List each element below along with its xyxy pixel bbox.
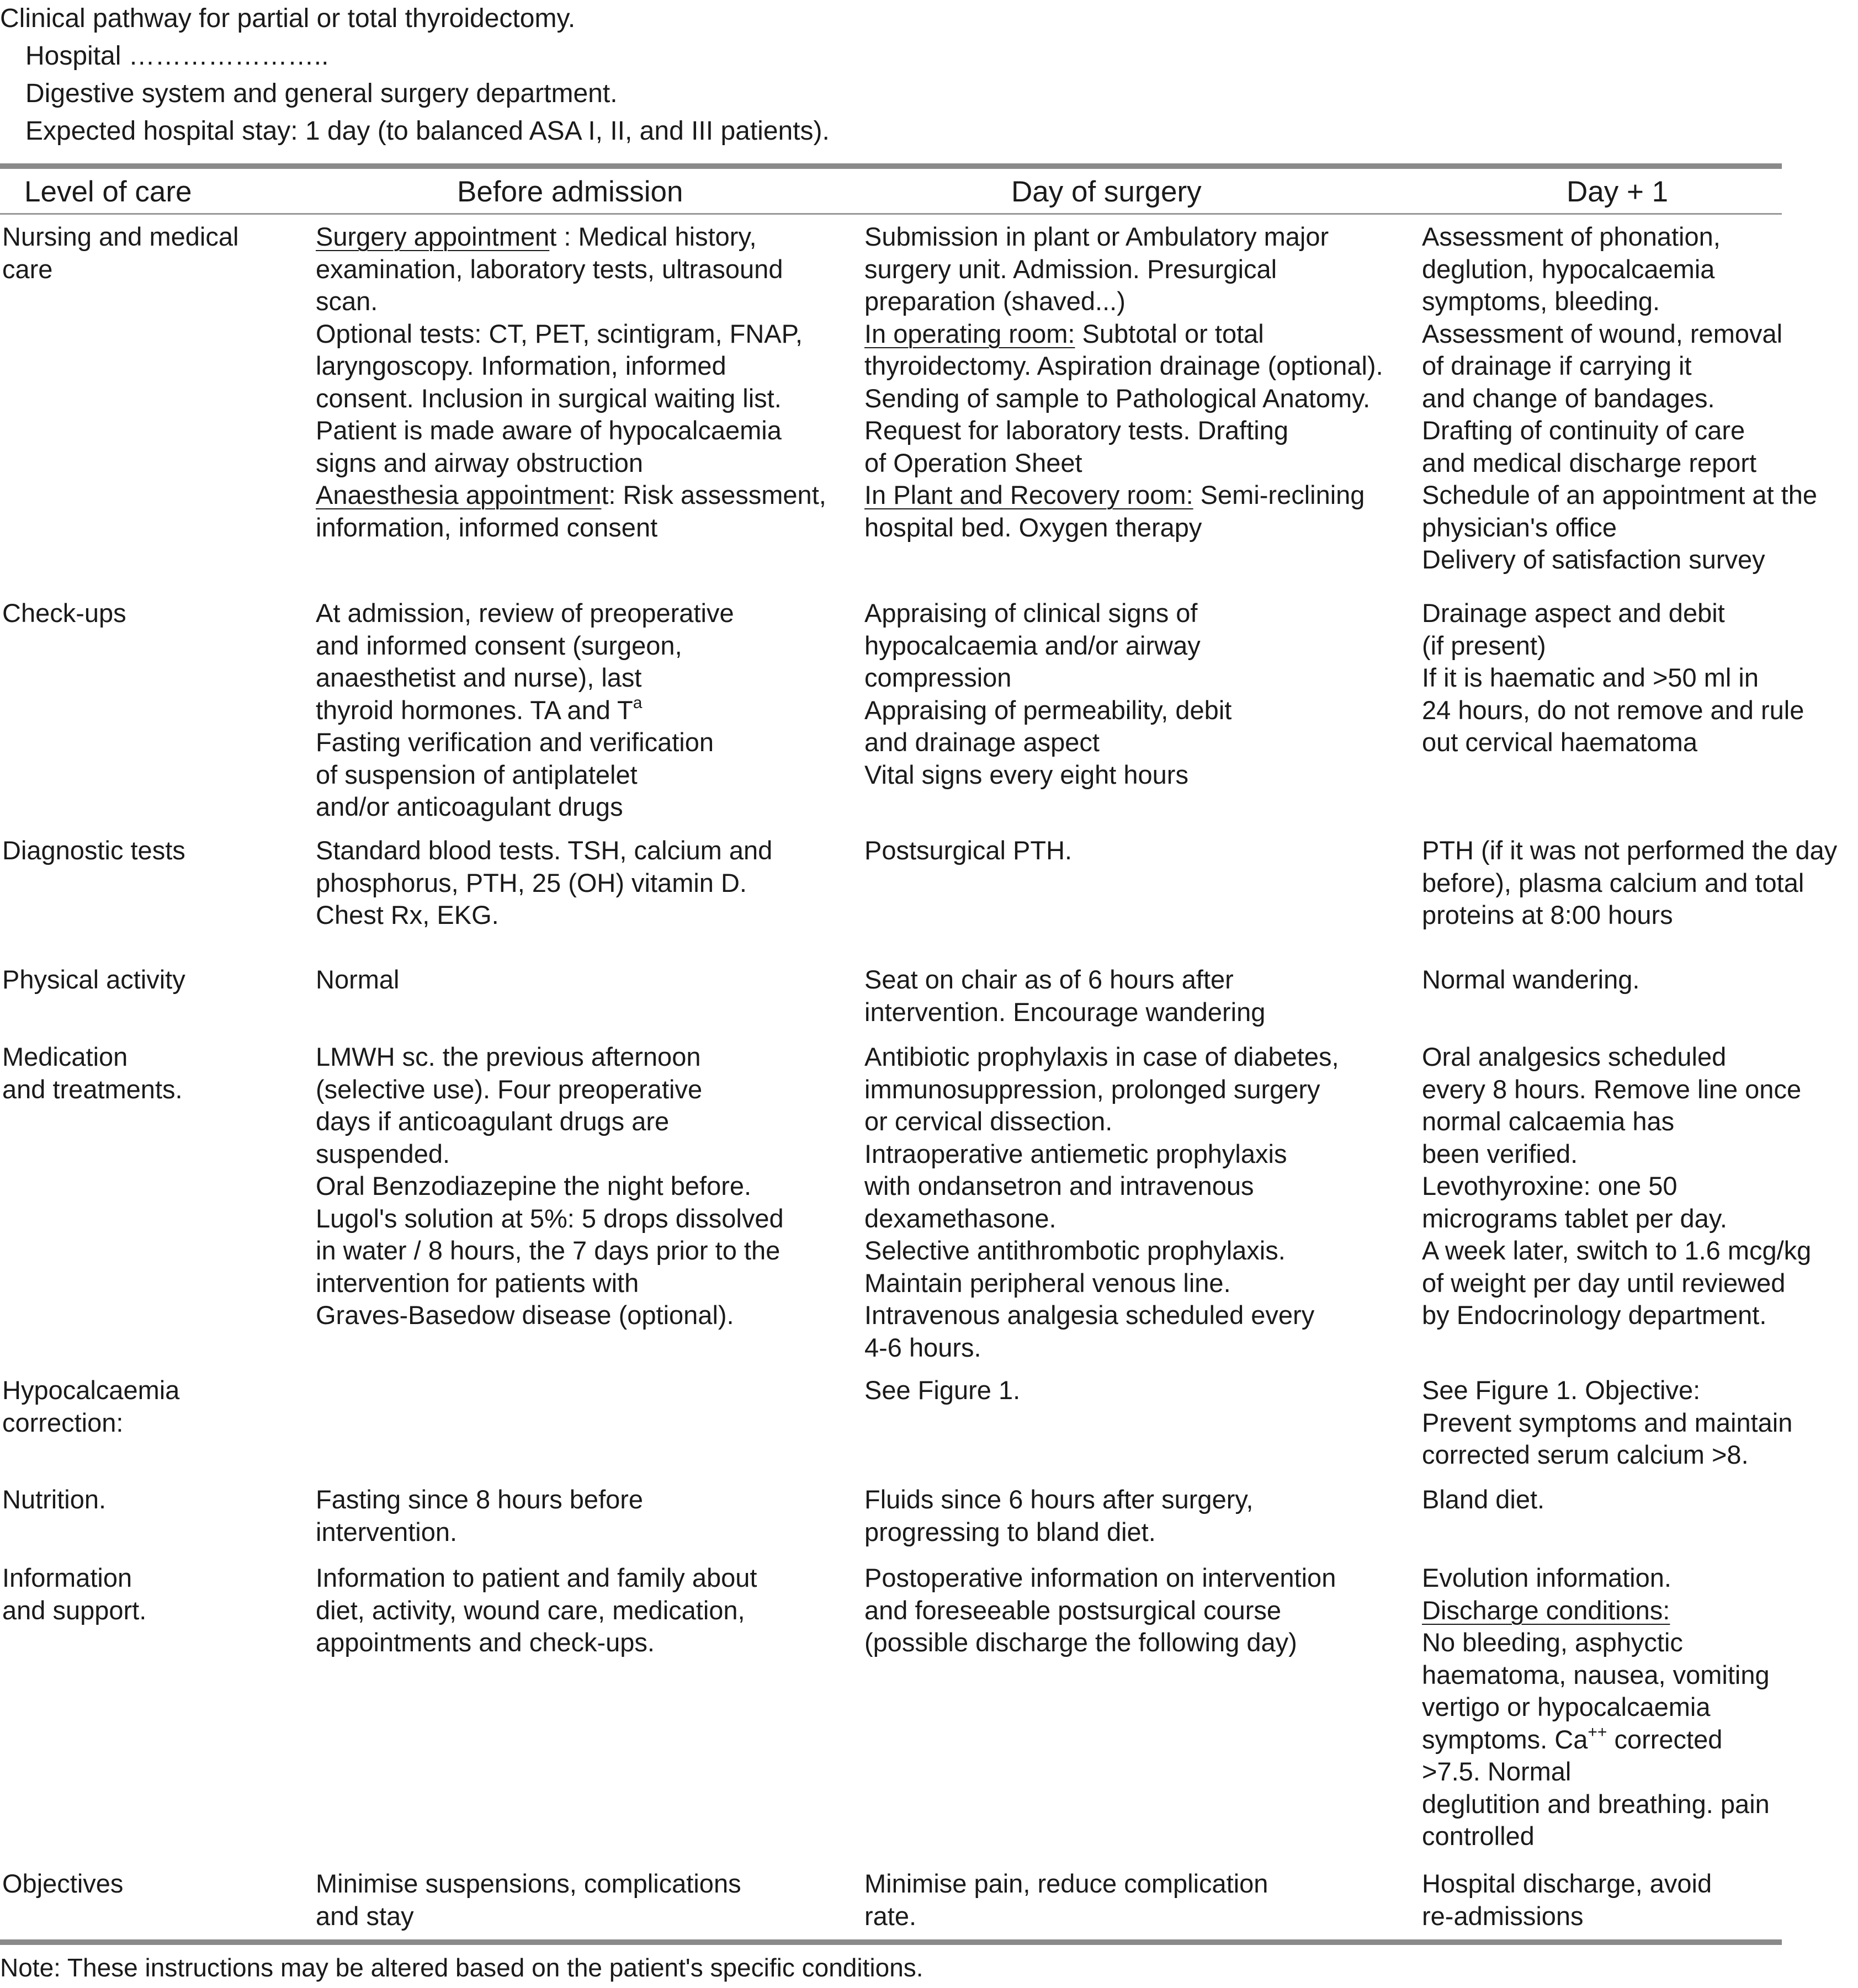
row-label: [2, 1868, 300, 1900]
before-admission-cell: [316, 1041, 857, 1332]
cell-line: Fluids since 6 hours after surgery,: [864, 1485, 1254, 1514]
cell-line: Seat on chair as of 6 hours after: [864, 965, 1234, 994]
cell-line: Sending of sample to Pathological Anatomy.: [864, 383, 1371, 413]
cell-line: corrected serum calcium >8.: [1422, 1440, 1749, 1469]
cell-line: 4-6 hours.: [864, 1332, 981, 1362]
cell-line: anaesthetist and nurse), last: [316, 663, 642, 692]
cell-line: of suspension of antiplatelet: [316, 759, 638, 789]
column-header-before: Before admission: [457, 176, 683, 208]
cell-line: See Figure 1. Objective:: [1422, 1375, 1701, 1405]
cell-line: Minimise suspensions, complications: [316, 1869, 741, 1898]
cell-line: consent. Inclusion in surgical waiting list.: [316, 383, 782, 413]
cell-line: (selective use). Four preoperative: [316, 1074, 703, 1104]
row-label-line: Physical activity: [2, 965, 185, 994]
cell-line: every 8 hours. Remove line once: [1422, 1074, 1802, 1104]
row-label-line: care: [2, 254, 53, 284]
row-label: [2, 1041, 300, 1105]
cell-line: Graves-Basedow disease (optional).: [316, 1300, 734, 1330]
cell-line: Information to patient and family about: [316, 1563, 757, 1592]
cell-line: A week later, switch to 1.6 mcg/kg: [1422, 1236, 1812, 1265]
cell-line: Selective antithrombotic prophylaxis.: [864, 1236, 1286, 1265]
cell-line: intervention.: [316, 1517, 458, 1546]
row-label-line: and treatments.: [2, 1074, 183, 1104]
before-admission-cell: [316, 834, 857, 932]
cell-line: dexamethasone.: [864, 1203, 1057, 1233]
cell-line: symptoms, bleeding.: [1422, 286, 1660, 316]
row-label-line: Nutrition.: [2, 1485, 107, 1514]
cell-line: Schedule of an appointment at the: [1422, 480, 1817, 509]
cell-line: In Plant and Recovery room: Semi-reclining: [864, 480, 1365, 509]
column-header-day1: Day + 1: [1567, 176, 1669, 208]
cell-line: (if present): [1422, 630, 1546, 660]
cell-line: Bland diet.: [1422, 1485, 1545, 1514]
cell-line: with ondansetron and intravenous: [864, 1171, 1254, 1200]
cell-line: and drainage aspect: [864, 727, 1100, 757]
day-plus-one-cell: [1422, 1374, 1858, 1471]
day-of-surgery-cell: [864, 221, 1422, 544]
row-label: [2, 221, 300, 285]
cell-line: preparation (shaved...): [864, 286, 1126, 316]
cell-line: Appraising of permeability, debit: [864, 695, 1232, 725]
cell-line: symptoms. Ca++ corrected: [1422, 1723, 1723, 1754]
day-of-surgery-cell: [864, 1868, 1422, 1932]
cell-line: Postoperative information on intervention: [864, 1563, 1336, 1592]
cell-line: hospital bed. Oxygen therapy: [864, 512, 1202, 542]
cell-line: (possible discharge the following day): [864, 1628, 1297, 1657]
row-label-line: and support.: [2, 1595, 147, 1625]
cell-line: and informed consent (surgeon,: [316, 630, 682, 660]
footnote: Note: These instructions may be altered based on the patient's specific conditions.: [0, 1953, 923, 1982]
cell-line: hypocalcaemia and/or airway: [864, 630, 1201, 660]
cell-line: LMWH sc. the previous afternoon: [316, 1042, 701, 1071]
before-admission-cell: [316, 597, 857, 823]
day-plus-one-cell: [1422, 597, 1858, 759]
cell-line: Fasting since 8 hours before: [316, 1485, 644, 1514]
operating-room-heading: In operating room:: [864, 318, 1075, 348]
cell-line: Antibiotic prophylaxis in case of diabetes,: [864, 1042, 1339, 1071]
table-bottom-rule: [0, 1939, 1782, 1945]
cell-line: intervention. Encourage wandering: [864, 997, 1266, 1027]
cell-line: Levothyroxine: one 50: [1422, 1171, 1677, 1200]
cell-line: and medical discharge report: [1422, 448, 1757, 477]
day-plus-one-cell: [1422, 1562, 1858, 1853]
surgery-appointment-heading: Surgery appointmen: [316, 222, 550, 251]
cell-line: Assessment of wound, removal: [1422, 318, 1783, 348]
cell-line: Maintain peripheral venous line.: [864, 1268, 1231, 1298]
row-label-line: correction:: [2, 1407, 124, 1437]
cell-line: examination, laboratory tests, ultrasound: [316, 254, 783, 284]
before-admission-cell: [316, 1868, 857, 1932]
day-plus-one-cell: [1422, 221, 1858, 576]
cell-line: Postsurgical PTH.: [864, 836, 1073, 865]
cell-line: Lugol's solution at 5%: 5 drops dissolved: [316, 1203, 784, 1233]
row-label-line: Objectives: [2, 1869, 124, 1898]
day-plus-one-cell: [1422, 1484, 1858, 1516]
cell-line: proteins at 8:00 hours: [1422, 900, 1673, 929]
day-of-surgery-cell: [864, 1041, 1422, 1364]
cell-line: Minimise pain, reduce complication: [864, 1869, 1268, 1898]
cell-line: Evolution information.: [1422, 1563, 1671, 1592]
cell-line: controlled: [1422, 1821, 1535, 1851]
row-label: [2, 834, 300, 867]
cell-line: compression: [864, 663, 1012, 692]
day-of-surgery-cell: [864, 834, 1422, 867]
cell-line: by Endocrinology department.: [1422, 1300, 1767, 1330]
day-of-surgery-cell: [864, 597, 1422, 791]
cell-line: vertigo or hypocalcaemia: [1422, 1692, 1711, 1721]
table-header-rule: [0, 213, 1782, 215]
cell-line: >7.5. Normal: [1422, 1757, 1572, 1786]
cell-line: laryngoscopy. Information, informed: [316, 351, 726, 380]
row-label-line: Diagnostic tests: [2, 836, 185, 865]
before-admission-cell: [316, 964, 857, 996]
row-label-line: Information: [2, 1563, 132, 1592]
cell-line: Chest Rx, EKG.: [316, 900, 499, 929]
cell-line: before), plasma calcium and total: [1422, 868, 1804, 897]
row-label: [2, 1374, 300, 1439]
document-title: Clinical pathway for partial or total thyroidectomy.: [0, 4, 576, 33]
cell-line: of weight per day until reviewed: [1422, 1268, 1786, 1298]
column-header-level: Level of care: [24, 176, 192, 208]
cell-line: Submission in plant or Ambulatory major: [864, 222, 1329, 251]
cell-line: and change of bandages.: [1422, 383, 1715, 413]
cell-line: and foreseeable postsurgical course: [864, 1595, 1282, 1625]
cell-line: in water / 8 hours, the 7 days prior to the: [316, 1236, 781, 1265]
cell-line: Surgery appointment : Medical history,: [316, 222, 757, 251]
cell-line: [1422, 1594, 1858, 1627]
cell-line: Request for laboratory tests. Drafting: [864, 416, 1289, 445]
cell-line: diet, activity, wound care, medication,: [316, 1595, 745, 1625]
recovery-room-heading: In Plant and Recovery room:: [864, 480, 1193, 509]
cell-line: rate.: [864, 1901, 917, 1931]
cell-line: intervention for patients with: [316, 1268, 639, 1298]
row-label-line: Hypocalcaemia: [2, 1375, 180, 1405]
cell-line: micrograms tablet per day.: [1422, 1203, 1727, 1233]
day-plus-one-cell: [1422, 1868, 1858, 1932]
cell-line: out cervical haematoma: [1422, 727, 1697, 757]
cell-line: immunosuppression, prolonged surgery: [864, 1074, 1320, 1104]
cell-line: Drainage aspect and debit: [1422, 598, 1725, 628]
day-plus-one-cell: [1422, 964, 1858, 996]
cell-line: suspended.: [316, 1139, 450, 1168]
cell-line: scan.: [316, 286, 378, 316]
cell-line: PTH (if it was not performed the day: [1422, 836, 1838, 865]
cell-line: progressing to bland diet.: [864, 1517, 1156, 1546]
row-label: [2, 1484, 300, 1516]
cell-line: Standard blood tests. TSH, calcium and: [316, 836, 773, 865]
cell-line: haematoma, nausea, vomiting: [1422, 1660, 1770, 1689]
cell-line: surgery unit. Admission. Presurgical: [864, 254, 1277, 284]
cell-line: days if anticoagulant drugs are: [316, 1107, 670, 1136]
row-label-line: Medication: [2, 1042, 128, 1071]
cell-line: See Figure 1.: [864, 1375, 1021, 1405]
cell-line: appointments and check-ups.: [316, 1628, 655, 1657]
cell-line: deglution, hypocalcaemia: [1422, 254, 1715, 284]
cell-line: Appraising of clinical signs of: [864, 598, 1198, 628]
cell-line: Delivery of satisfaction survey: [1422, 545, 1765, 574]
cell-line: information, informed consent: [316, 512, 658, 542]
cell-line: Patient is made aware of hypocalcaemia: [316, 416, 782, 445]
cell-line: normal calcaemia has: [1422, 1107, 1675, 1136]
table-top-rule: [0, 163, 1782, 169]
cell-line: and stay: [316, 1901, 414, 1931]
cell-line: Anaesthesia appointment: Risk assessment,: [316, 480, 826, 509]
cell-line: Prevent symptoms and maintain: [1422, 1407, 1793, 1437]
day-of-surgery-cell: [864, 1562, 1422, 1659]
row-label: [2, 1562, 300, 1626]
cell-line: Intravenous analgesia scheduled every: [864, 1300, 1315, 1330]
cell-line: Oral analgesics scheduled: [1422, 1042, 1727, 1071]
cell-line: signs and airway obstruction: [316, 448, 644, 477]
cell-line: of drainage if carrying it: [1422, 351, 1692, 380]
discharge-conditions-heading: Discharge conditions:: [1422, 1595, 1670, 1625]
anaesthesia-appointment-heading: Anaesthesia appointmen: [316, 480, 602, 509]
hospital-line: Hospital …………………..: [25, 41, 329, 71]
cell-line: thyroidectomy. Aspiration drainage (optional).: [864, 351, 1383, 380]
cell-line: thyroid hormones. TA and $T^a$: [316, 693, 643, 725]
cell-line: At admission, review of preoperative: [316, 598, 734, 628]
cell-line: phosphorus, PTH, 25 (OH) vitamin D.: [316, 868, 747, 897]
hospital-stay-line: Expected hospital stay: 1 day (to balanced ASA I, II, and III patients).: [25, 116, 830, 146]
day-of-surgery-cell: [864, 1374, 1422, 1407]
superscript: ++: [1588, 1723, 1607, 1741]
cell-line: Intraoperative antiemetic prophylaxis: [864, 1139, 1287, 1168]
day-of-surgery-cell: [864, 964, 1422, 1028]
cell-line: deglutition and breathing. pain: [1422, 1789, 1770, 1819]
cell-line: Oral Benzodiazepine the night before.: [316, 1171, 752, 1200]
cell-line: of Operation Sheet: [864, 448, 1082, 477]
cell-line: been verified.: [1422, 1139, 1578, 1168]
row-label-line: Check-ups: [2, 598, 126, 628]
row-label-line: Nursing and medical: [2, 222, 239, 251]
cell-line: Drafting of continuity of care: [1422, 416, 1745, 445]
day-plus-one-cell: [1422, 1041, 1858, 1332]
cell-line: Optional tests: CT, PET, scintigram, FNAP,: [316, 318, 803, 348]
cell-line: Vital signs every eight hours: [864, 759, 1188, 789]
department-line: Digestive system and general surgery department.: [25, 79, 618, 108]
cell-line: physician's office: [1422, 512, 1617, 542]
cell-line: Hospital discharge, avoid: [1422, 1869, 1712, 1898]
cell-line: If it is haematic and >50 ml in: [1422, 663, 1759, 692]
cell-line: Assessment of phonation,: [1422, 222, 1721, 251]
cell-line: No bleeding, asphyctic: [1422, 1628, 1683, 1657]
superscript: a: [633, 693, 643, 712]
cell-line: 24 hours, do not remove and rule: [1422, 695, 1804, 725]
cell-line: re-admissions: [1422, 1901, 1584, 1931]
day-of-surgery-cell: [864, 1484, 1422, 1548]
before-admission-cell: [316, 221, 857, 544]
row-label: [2, 964, 300, 996]
cell-line: and/or anticoagulant drugs: [316, 792, 623, 821]
cell-line: Normal: [316, 965, 400, 994]
cell-line: or cervical dissection.: [864, 1107, 1113, 1136]
column-header-surgery: Day of surgery: [1011, 176, 1202, 208]
cell-line: Fasting verification and verification: [316, 727, 714, 757]
before-admission-cell: [316, 1484, 857, 1548]
before-admission-cell: [316, 1562, 857, 1659]
day-plus-one-cell: [1422, 834, 1858, 932]
cell-line: In operating room: Subtotal or total: [864, 318, 1264, 348]
row-label: [2, 597, 300, 630]
cell-line: Normal wandering.: [1422, 965, 1640, 994]
